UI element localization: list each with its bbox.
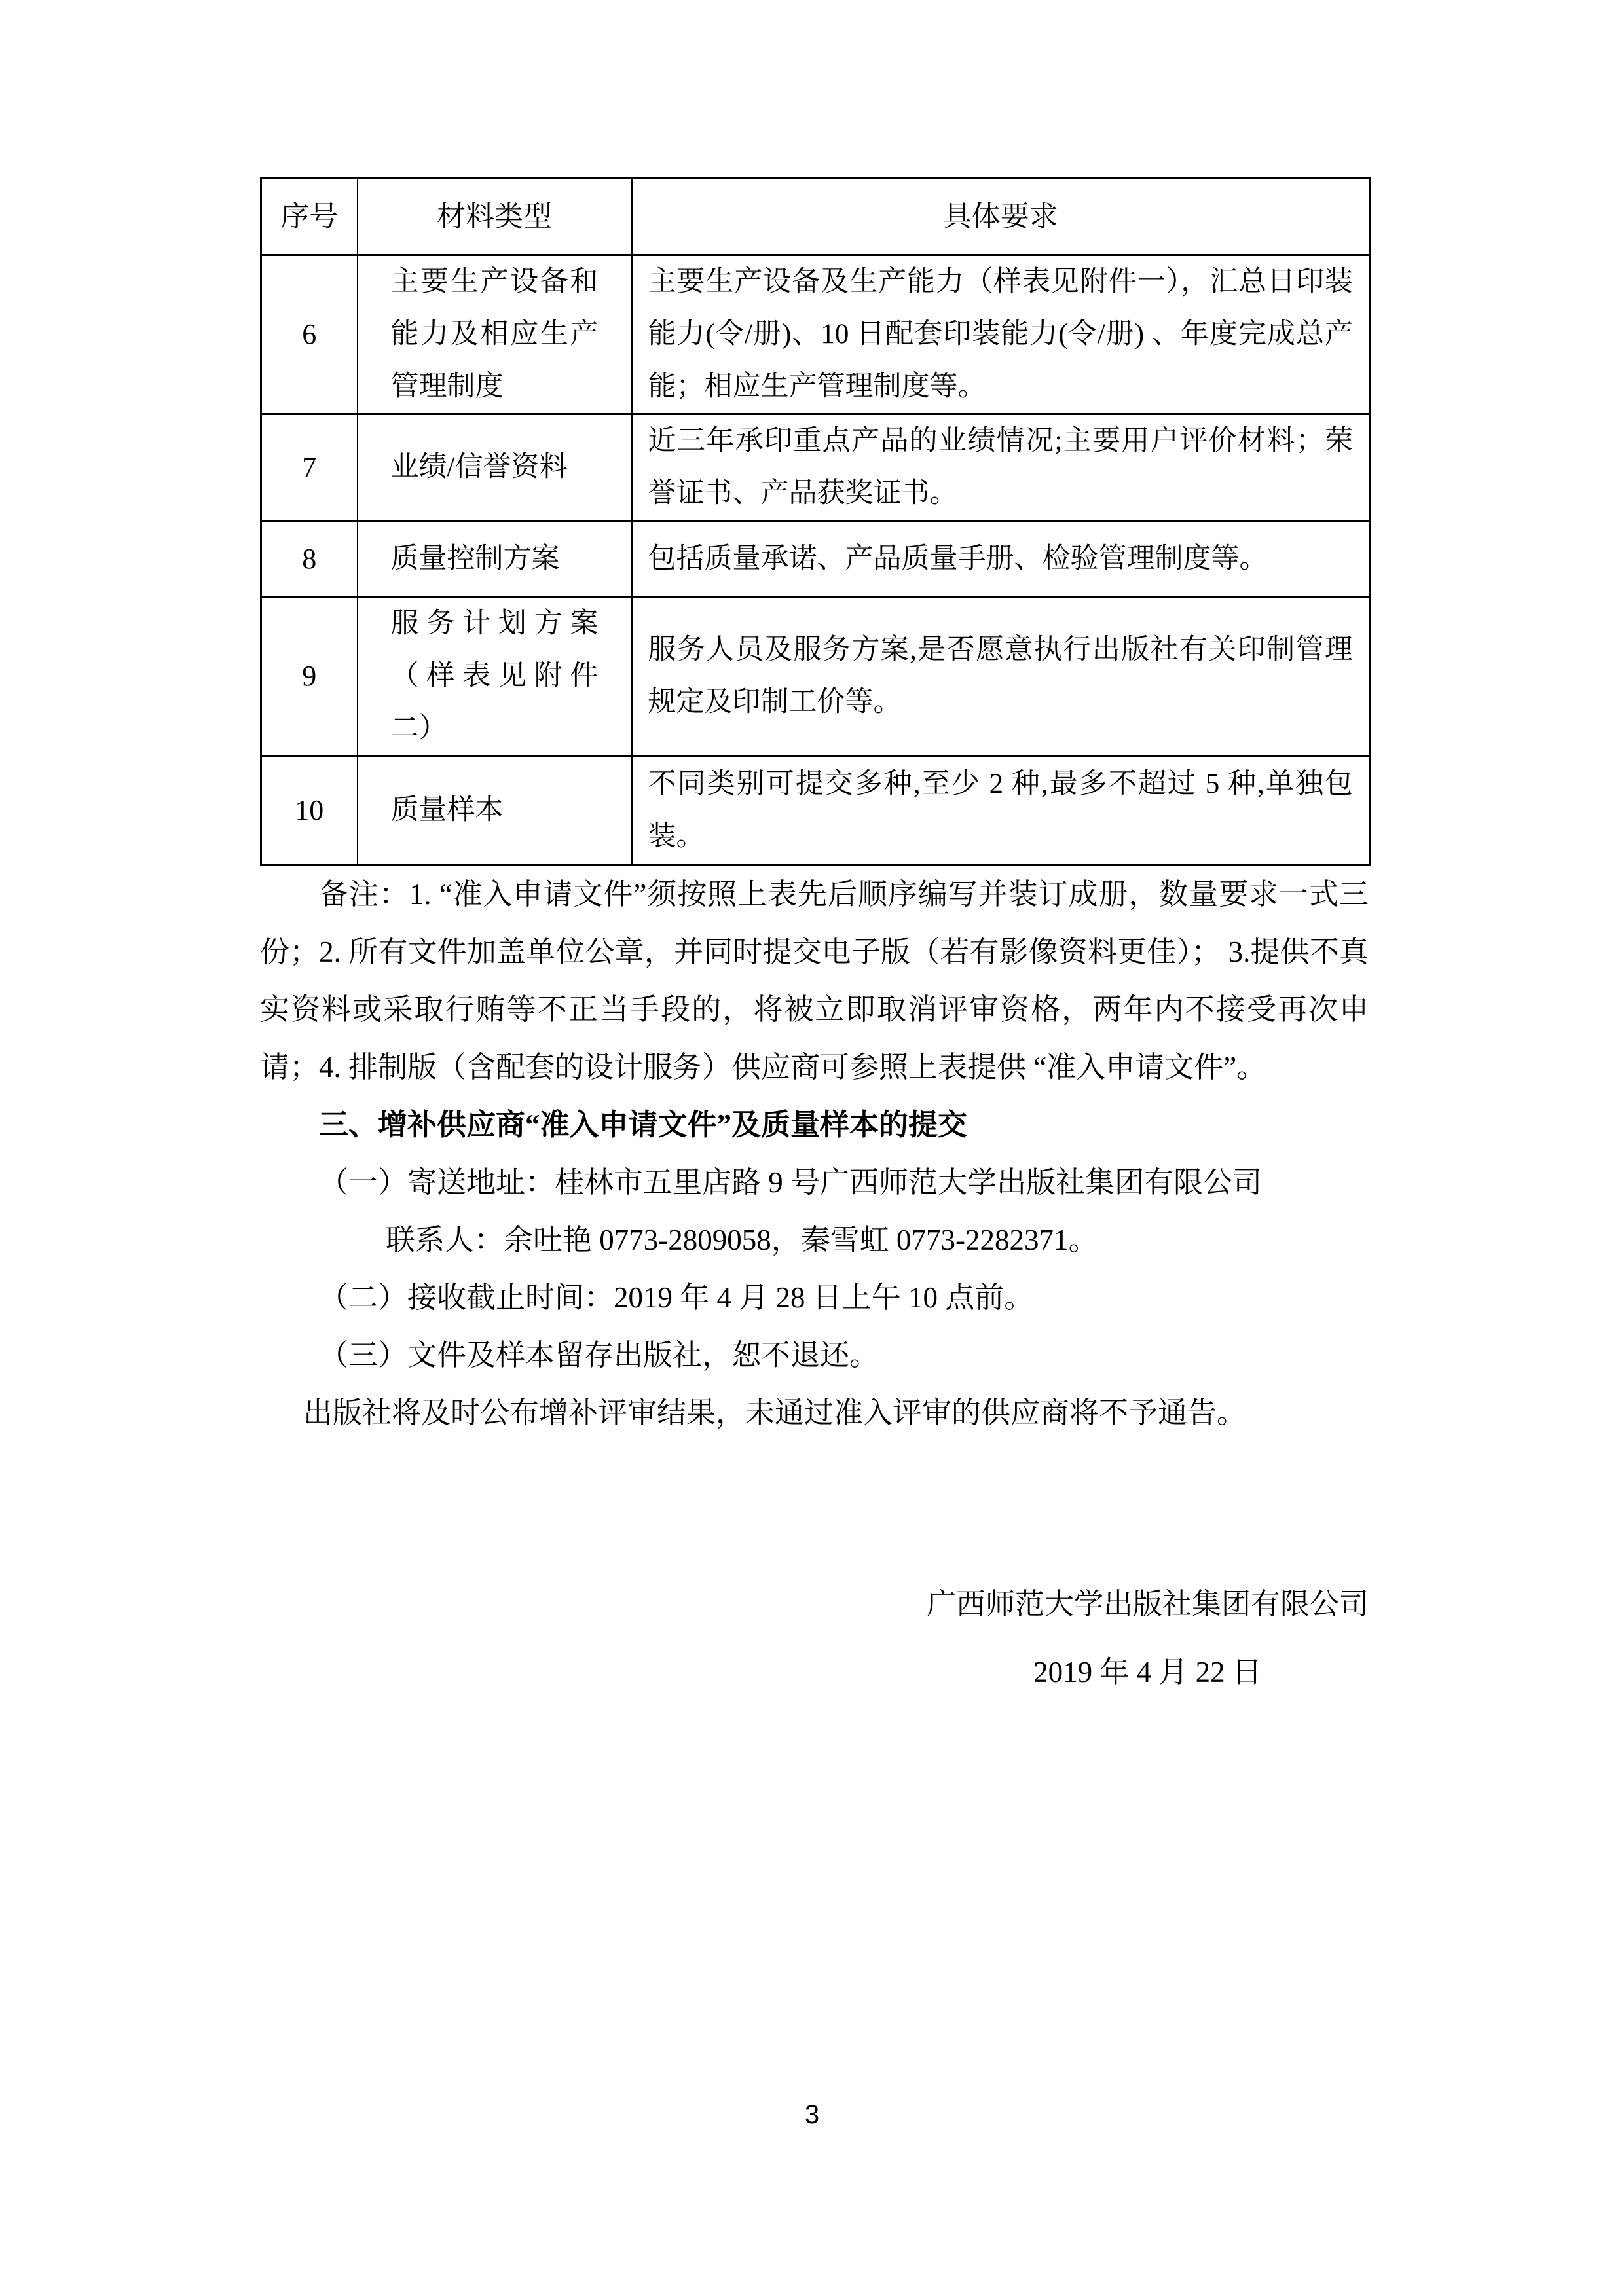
requirement-text: 近三年承印重点产品的业绩情况;主要用户评价材料；荣誉证书、产品获奖证书。 [632, 414, 1370, 521]
table-row [261, 255, 1370, 414]
row-number: 8 [261, 521, 358, 597]
table-row [261, 414, 1370, 521]
signature-block [927, 1570, 1369, 1706]
requirement-text: 主要生产设备及生产能力（样表见附件一），汇总日印装能力(令/册)、10 日配套印装能力(令/册) 、年度完成总产能；相应生产管理制度等。 [632, 255, 1370, 414]
requirement-text: 不同类别可提交多种,至少 2 种,最多不超过 5 种,单独包装。 [632, 756, 1370, 865]
header-cell-type: 材料类型 [358, 178, 632, 255]
table-row [261, 756, 1370, 865]
section-3-heading: 三、增补供应商“准入申请文件”及质量样本的提交 [319, 1108, 968, 1141]
materials-requirements-table [260, 177, 1371, 866]
document-content [260, 177, 1369, 1706]
table-header-row [261, 178, 1370, 255]
section-3-item-3: （三）文件及样本留存出版社，恕不退还。 [319, 1339, 879, 1372]
material-type: 质量样本 [358, 756, 632, 865]
requirement-text: 包括质量承诺、产品质量手册、检验管理制度等。 [632, 521, 1370, 597]
row-number: 10 [261, 756, 358, 865]
row-number: 6 [261, 255, 358, 414]
material-type: 质量控制方案 [358, 521, 632, 597]
section-3-item-2: （二）接收截止时间：2019 年 4 月 28 日上午 10 点前。 [319, 1281, 1034, 1314]
section-3-item-1-contact: 联系人：余吐艳 0773-2809058，秦雪虹 0773-2282371。 [386, 1224, 1098, 1256]
table-row [261, 521, 1370, 597]
header-cell-req: 具体要求 [632, 178, 1370, 255]
signature-company: 广西师范大学出版社集团有限公司 [926, 1588, 1369, 1620]
row-number: 9 [261, 597, 358, 756]
material-type: 主要生产设备和能力及相应生产管理制度 [358, 255, 632, 414]
notes-paragraph: 备注：1. “准入申请文件”须按照上表先后顺序编写并装订成册，数量要求一式三份；2. 所有文件加盖单位公章，并同时提交电子版（若有影像资料更佳）； 3.提供不真实资料或采取行贿等不正当手段的，将被立即取消评审资格，两年内不接受再次申请；4. 排制版（含配套的设计服务）供应商可参照上表提供 “准入申请文件”。 [260, 878, 1369, 1084]
row-number: 7 [261, 414, 358, 521]
signature-date: 2019 年 4 月 22 日 [1033, 1656, 1262, 1688]
header-cell-no: 序号 [261, 178, 358, 255]
closing-paragraph: 出版社将及时公布增补评审结果，未通过准入评审的供应商将不予通告。 [303, 1396, 1247, 1429]
material-type: 业绩/信誉资料 [358, 414, 632, 521]
requirement-text: 服务人员及服务方案,是否愿意执行出版社有关印制管理规定及印制工价等。 [632, 597, 1370, 756]
table-row [261, 597, 1370, 756]
material-type: 服务计划方案（样表见附件二） [358, 597, 632, 756]
page-number: 3 [804, 2100, 820, 2129]
section-3-item-1: （一）寄送地址：桂林市五里店路 9 号广西师范大学出版社集团有限公司 [319, 1166, 1263, 1199]
